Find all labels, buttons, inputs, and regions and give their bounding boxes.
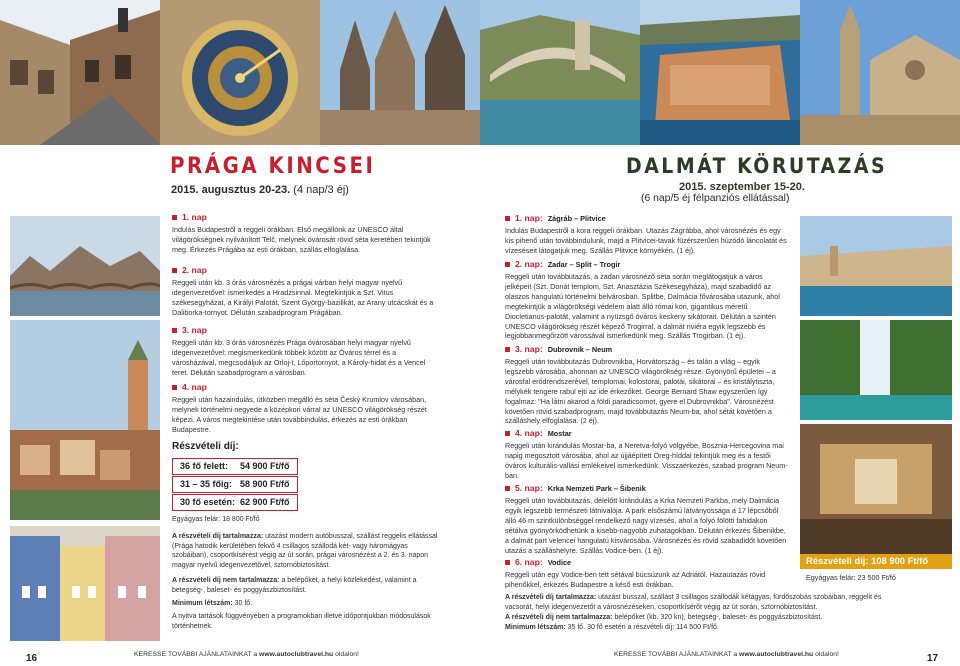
praga-minimum: Minimum létszám: 30 fő.	[172, 600, 253, 607]
day-place: Zadar – Split – Trogir	[547, 259, 621, 269]
dalmat-day-6	[505, 557, 788, 590]
bullet-icon	[172, 328, 177, 333]
day-label: 2. nap:	[515, 259, 543, 269]
prague-street-photo	[0, 0, 160, 145]
praga-day-1	[172, 212, 442, 255]
split-waterfront-photo	[800, 216, 952, 316]
price-box-36	[172, 458, 298, 475]
dalmat-included: A részvételi díj tartalmazza: utazást busszal, szállást 3 csillagos szállodák kétágyas, fürdőszobás szobáiban, reggelit és vacsorát, helyi idegenvezetőt a városnézéseken, csoportkísérőt végig az út során, sztornóbiztosítást.	[505, 594, 882, 611]
dubrovnik-photo	[640, 0, 800, 145]
day-label: 3. nap	[182, 325, 207, 335]
prague-castle-photo	[10, 216, 160, 316]
bullet-icon	[172, 268, 177, 273]
dalmat-duration: (6 nap/5 éj félpanziós ellátással)	[641, 193, 790, 204]
bullet-icon	[505, 216, 510, 221]
day-text: Reggeli után továbbutazás, délelőtt kirándulás a Krka Nemzeti Parkba, mely Dalmácia egyik legszebb természeti látnivalója. A park elsőszámú látványossága a 17 lépcsőből álló 46 m szintkülönbséggel rendelkező nagy vízesés, ahol a folyó fölötti fahidakon sétálva gyönyörködhetünk a kisebb-nagyobb zuhatagokban. Délután érkezés Šibenikbe, a dalmát part velencei hangulatú kisvárosába. Városnézés és rövid szabadidőt követően utazás a szálláshelyre. Szállás Vodice-ben. (1 éj).	[505, 495, 787, 555]
day-place: Krka Nemzeti Park – Šibenik	[547, 483, 646, 493]
praga-note: A nyitva tartások függvényében a programokban illetve időpontjukban módosulások történhetnek.	[172, 613, 431, 630]
praga-included: A részvételi díj tartalmazza: utazást modern autóbusszal, szállást reggelis ellátással (Prága hatodik kerületében fekvő 4 csillagos szállodá két- vagy háromágyas szobáiban), csoportkísérést végig az út során, prágai városnézést a 2. és 3. napon magyar nyelvű idegenvezetővel, sztornóbiztosítást.	[172, 533, 438, 569]
price-box-31	[172, 476, 298, 493]
day-label: 5. nap:	[515, 483, 543, 493]
day-label: 4. nap:	[515, 428, 543, 438]
day-text: Reggeli után továbbutazás Dubrovnikba, Horvátország – és talán a világ – egyik legszebb városába, ahonnan az UNESCO világörökség része. Gyönyörű épületei – a városfal erődrendszerével, templomai, kolostorai, palotái, sikátorai – és kristálytiszta, mélykék tengere rabul ejti az ide érkezőket. George Bernard Shaw egyszerűen így fogalmaz: "Ha látni akarod a földi paradicsomot, gyere el Dubrovnikba". Városnézést követően rövid szabadprogram, majd továbbutazás Neum-ba, ahol sétát követően a szálláshely elfoglalása. (2 éj).	[505, 356, 776, 426]
day-text: Reggeli után továbbutazás, a zadari városnéző séta során meglátogatjuk a város jelképeit (Szt. Donát templom, Szt. Anasztázia Székesegyháza), majd szabadidő az olaszos hangulatú történelmi belvárosban. Splitbe, Dalmácia fővárosába utazunk, ahol megtekintjük a világörökségi védelem alatt álló római kori, gigantikus méretű Diocletianus-palotát, valamint a nyüzsgő óváros keskeny sikátorait. Délután a szintén UNESCO világörökség részét képező Trogirral, a dalmát riviéra egyik legszebb és legjobbanmegőrzött várossával ismerkedünk meg. Szállás Trogirban. (1 éj).	[505, 271, 780, 341]
day-place: Mostar	[547, 428, 572, 438]
telc-houses-photo	[10, 526, 160, 641]
dalmat-single-room: Egyágyas felár: 23 500 Ft/fő	[806, 573, 896, 582]
price-label: 36 fő felett:	[180, 461, 229, 472]
day-label: 1. nap:	[515, 213, 543, 223]
praga-date	[171, 183, 349, 198]
praga-duration: (4 nap/3 éj)	[290, 184, 349, 196]
dalmat-day-1	[505, 213, 788, 256]
dalmat-day-2	[505, 259, 788, 341]
praga-day-2	[172, 265, 442, 318]
day-text: Indulás Budapestről a reggeli órákban. Első megállónk az UNESCO által világörökségnek nyilvánított Telč, melynek óvárosát rövid séta keretében tekintjük meg. Érkezés Prágába az esti órákban, szállás elfoglalása.	[172, 224, 431, 254]
price-value: 54 900 Ft/fő	[240, 461, 290, 472]
website-link[interactable]: www.autoclubtravel.hu	[259, 651, 334, 658]
day-label: 1. nap	[182, 212, 207, 222]
dalmat-day-3	[505, 344, 788, 426]
praga-day-3	[172, 325, 442, 378]
day-text: Reggeli után kb. 3 órás városnézés Prága óvárosában helyi magyar nyelvű idegenvezetővel: megismerkedünk többek között az Óváros térrel és a városházával, megcsodáljuk az Orloj-t, Lőportornyot, a Károly-hidat és a Vencel teret. Délután szabadprogram a városban.	[172, 337, 426, 377]
footer-left: KERESSE TOVÁBBI AJÁNLATAINKAT a www.autoclubtravel.hu oldalon!	[134, 651, 359, 658]
bullet-icon	[505, 262, 510, 267]
dalmat-excluded: A részvételi díj nem tartalmazza: belépőket (kb. 320 kn), betegség-, baleset- és poggyászbiztosítást.	[505, 614, 823, 621]
day-place: Vodice	[547, 557, 572, 567]
prague-towers-photo	[320, 0, 480, 145]
page-number-left: 16	[26, 653, 38, 664]
trogir-church-photo	[800, 0, 960, 145]
bullet-icon	[505, 431, 510, 436]
bullet-icon	[172, 385, 177, 390]
dalmat-title: DALMÁT KÖRUTAZÁS	[626, 154, 888, 178]
praga-date-text: 2015. augusztus 20-23.	[171, 184, 291, 196]
dalmat-price-badge: Részvételi díj: 108 900 Ft/fő	[800, 554, 952, 569]
price-value: 58 900 Ft/fő	[240, 479, 290, 490]
day-place: Dubrovnik – Neum	[547, 344, 613, 354]
day-label: 4. nap	[182, 382, 207, 392]
cesky-krumlov-photo	[10, 320, 160, 520]
bullet-icon	[505, 486, 510, 491]
day-text: Reggeli után hazaindulás, útközben megálló és séta Český Krumlov városában, melynek történelmi negyede a középkori várral az UNESCO világörökség részét képezi. A város megtekintése után továbbindulás, érkezés az esti órákban Budapestre.	[172, 394, 427, 434]
dalmat-day-4	[505, 428, 788, 481]
bullet-icon	[172, 215, 177, 220]
praga-day-4	[172, 382, 442, 435]
plitvice-waterfall-photo	[800, 320, 952, 420]
dalmat-minimum: Minimum létszám: 35 fő. 30 fő esetén a részvételi díj: 114 500 Ft/fő.	[505, 624, 719, 631]
bullet-icon	[505, 560, 510, 565]
day-text: Indulás Budapestről a kora reggeli órákban. Utazás Zágrábba, ahol városnézés és egy kis pihenő után továbbindulunk, majd a Plitvicei-tavak füzérszerűen húzódó láncolatát és vízeséseit látogatjuk meg. Szállás Plitvice környékén. (1 éj).	[505, 225, 787, 255]
dalmat-day-5	[505, 483, 788, 555]
mostar-bridge-photo	[480, 0, 640, 145]
day-label: 6. nap:	[515, 557, 543, 567]
price-label: 31 – 35 főig:	[180, 479, 233, 490]
day-label: 3. nap:	[515, 344, 543, 354]
price-value: 62 900 Ft/fő	[240, 497, 290, 508]
day-label: 2. nap	[182, 265, 207, 275]
page-number-right: 17	[927, 653, 939, 664]
day-place: Zágráb – Plitvice	[547, 213, 606, 223]
price-box-30	[172, 494, 298, 511]
dalmat-date: 2015. szeptember 15-20.	[679, 181, 805, 193]
prague-astronomical-clock-photo	[160, 0, 320, 145]
price-label: 30 fő esetén:	[180, 497, 236, 508]
church-interior-photo	[800, 424, 952, 554]
day-text: Reggeli után kb. 3 órás városnézés a prágai várban helyi magyar nyelvű idegenvezetővel: ismerkedés a Hradzsinnal. Megtekintjük a Szt. Vitus székesegyházat, a Királyi Palotát, Szent György-bazilikát, az Arany utcácskát és a Daliborka-tornyot. Délután szabadprogram Prágában.	[172, 277, 434, 317]
praga-single-room: Egyágyas felár: 18 800 Ft/fő	[172, 516, 260, 523]
footer-right: KERESSE TOVÁBBI AJÁNLATAINKAT a www.autoclubtravel.hu oldalon!	[614, 651, 839, 658]
praga-excluded: A részvételi díj nem tartalmazza: a belépőket, a helyi közlekedést, valamint a betegség-, baleset- és poggyászbiztosítást.	[172, 577, 417, 594]
praga-price-heading: Részvételi díj:	[172, 441, 239, 452]
praga-title: PRÁGA KINCSEI	[170, 154, 376, 179]
website-link[interactable]: www.autoclubtravel.hu	[739, 651, 814, 658]
day-text: Reggeli után egy Vodice-ben tett sétával búcsúzunk az Adriától. Hazautazás rövid pihenőkkel, érkezés Budapestre a késő esti órákban.	[505, 569, 766, 589]
bullet-icon	[505, 347, 510, 352]
day-text: Reggeli után kirándulás Mostar-ba, a Neretva-folyó völgyébe, Bosznia-Hercegovina mai napig megosztott városába, ahol az újjáépített Öreg-híddal tekintjük meg és a festői óváros kulturális-vallási emlékeivel ismerkedünk. Visszaérkezés, szabad program Neum-ban.	[505, 440, 788, 480]
